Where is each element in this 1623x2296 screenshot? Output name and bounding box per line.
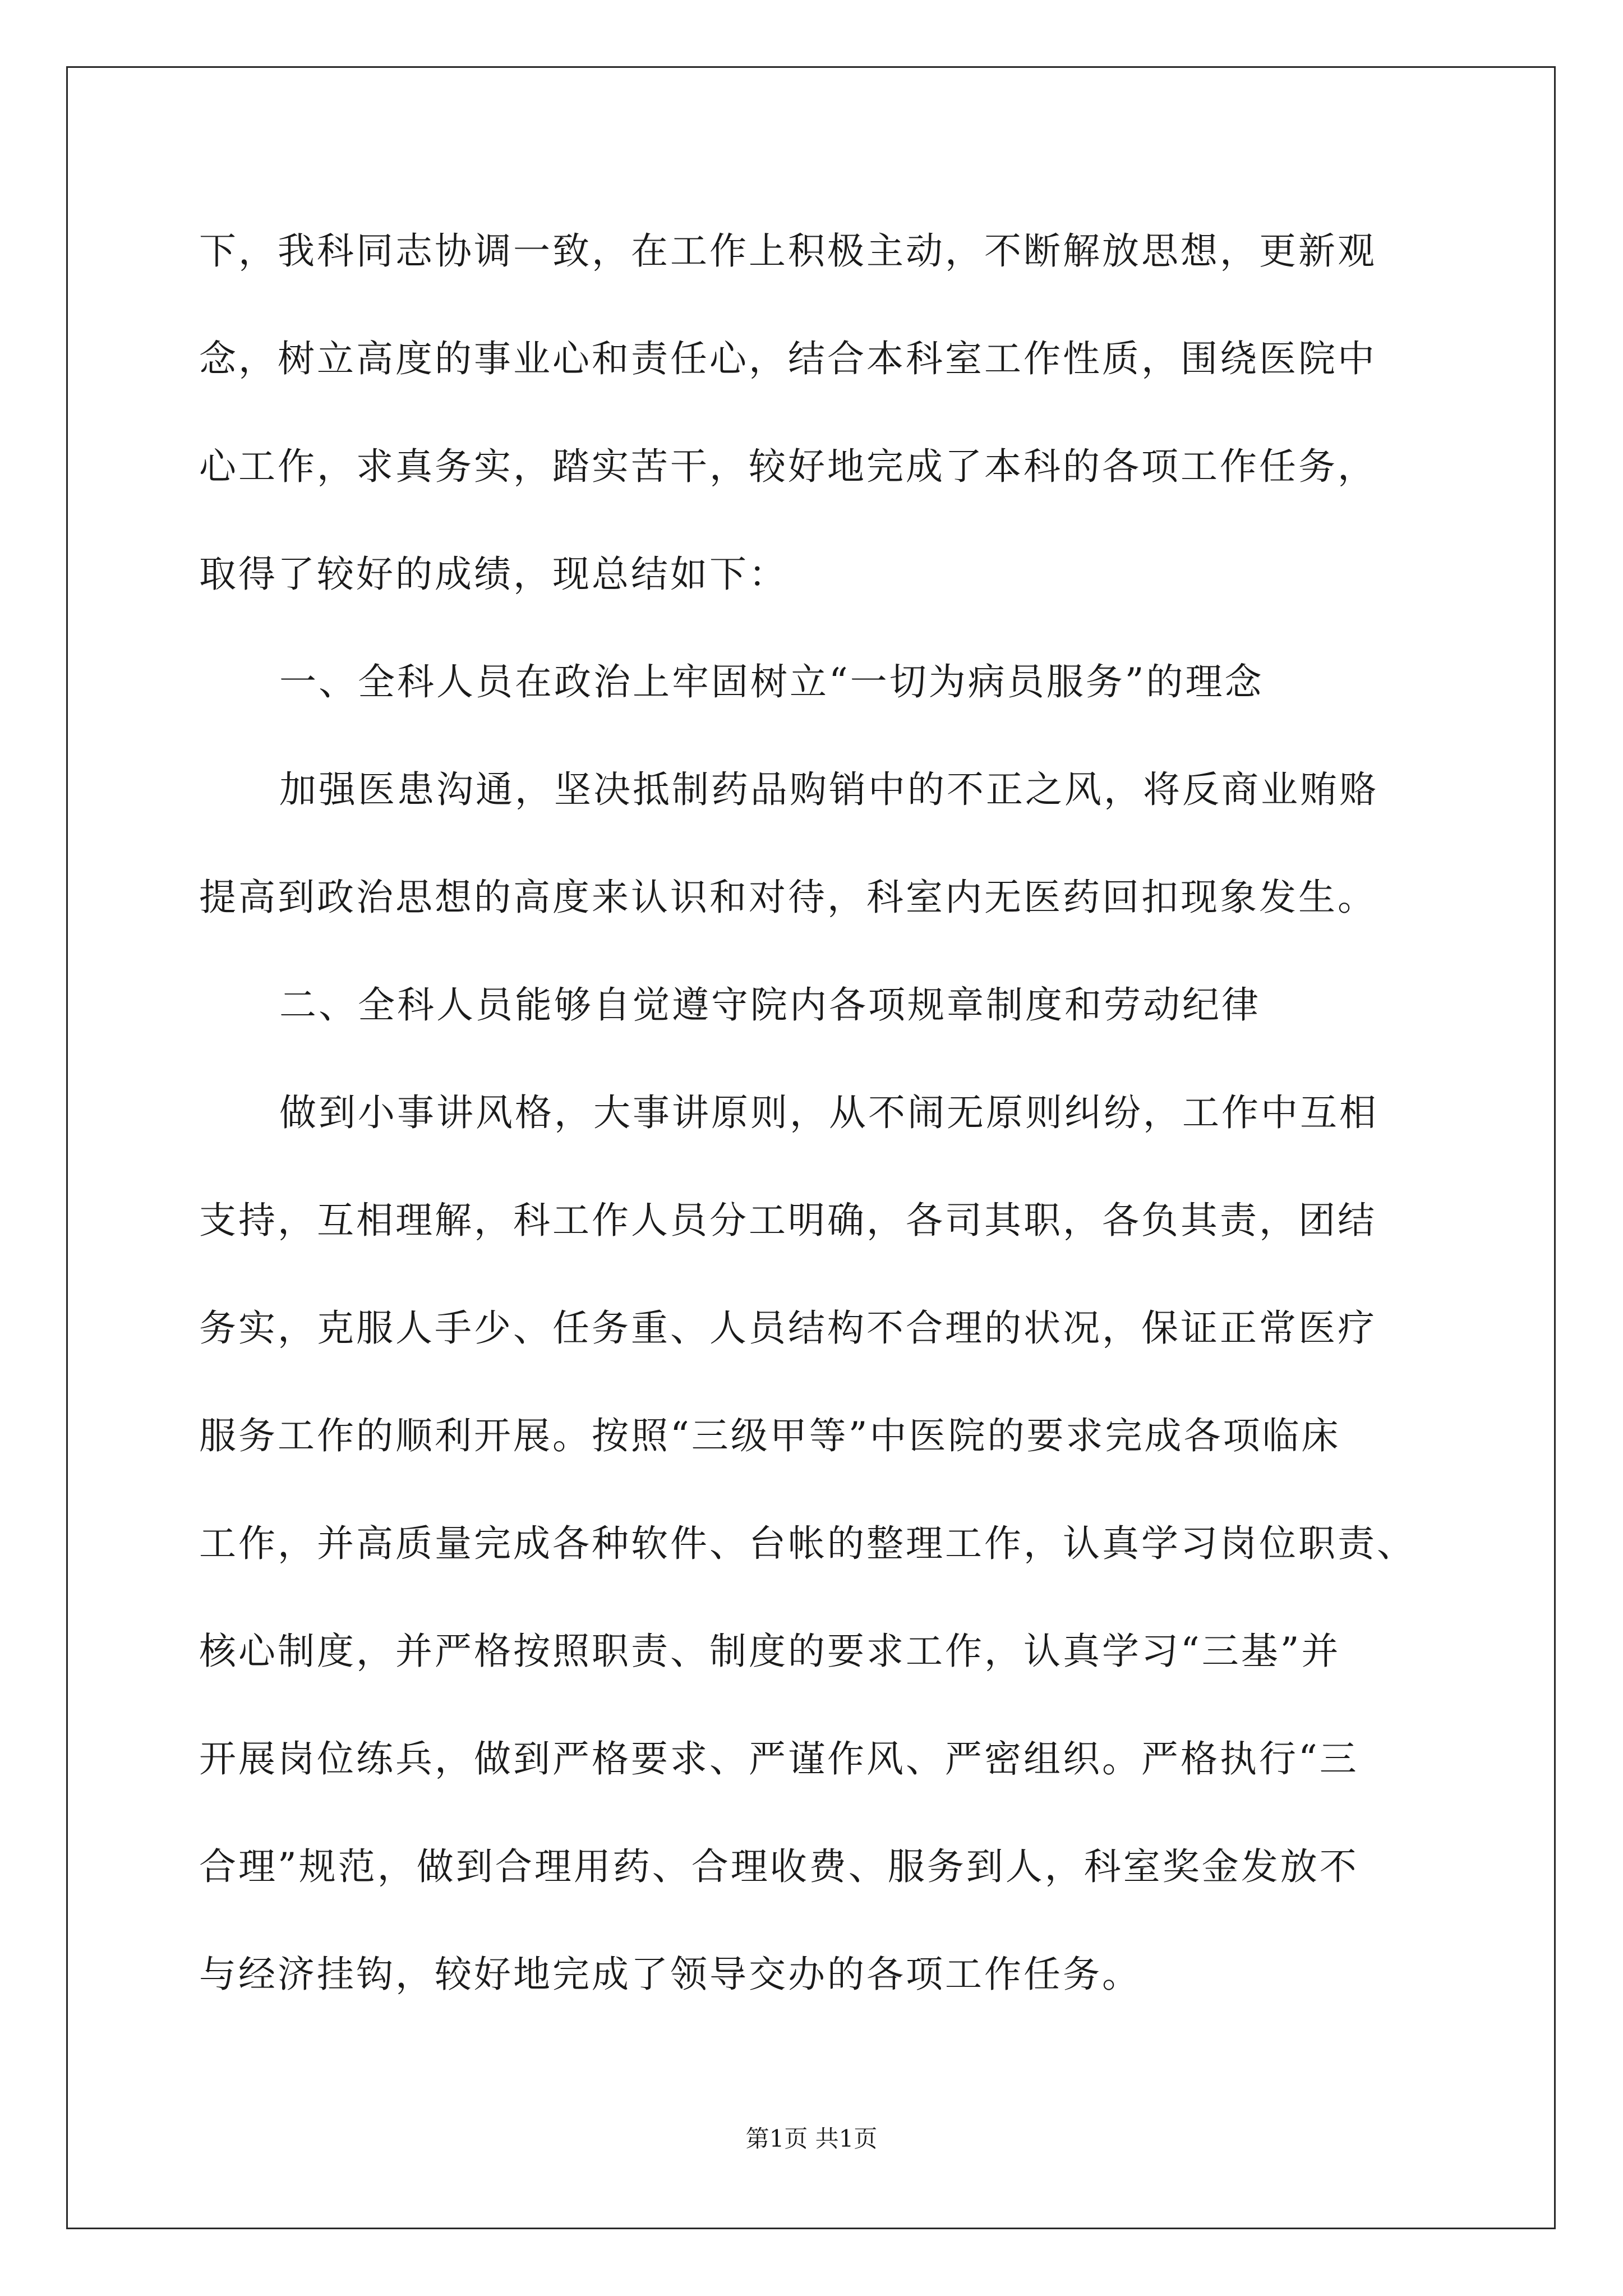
text-line: 提高到政治思想的高度来认识和对待，科室内无医药回扣现象发生。 [199,876,1377,919]
text-line: 与经济挂钩，较好地完成了领导交办的各项工作任务。 [199,1953,1141,1996]
text-line: 合理”规范，做到合理用药、合理收费、服务到人，科室奖金发放不 [199,1845,1359,1888]
text-line: 取得了较好的成绩，现总结如下： [199,553,788,596]
text-line: 下，我科同志协调一致，在工作上积极主动，不断解放思想，更新观 [199,229,1377,273]
text-line: 开展岗位练兵，做到严格要求、严谨作风、严密组织。严格执行“三 [199,1737,1359,1780]
text-line: 心工作，求真务实，踏实苦干，较好地完成了本科的各项工作任务， [199,445,1377,488]
page-border [66,66,1556,2229]
text-line: 念，树立高度的事业心和责任心，结合本科室工作性质，围绕医院中 [199,337,1377,380]
section-heading: 二、全科人员能够自觉遵守院内各项规章制度和劳动纪律 [279,983,1261,1027]
text-line: 务实，克服人手少、任务重、人员结构不合理的状况，保证正常医疗 [199,1306,1377,1350]
page-footer: 第1页 共1页 [745,2125,878,2152]
section-heading: 一、全科人员在政治上牢固树立“一切为病员服务”的理念 [279,660,1264,703]
text-line: 支持，互相理解，科工作人员分工明确，各司其职，各负其责，团结 [199,1199,1377,1242]
text-line: 核心制度，并严格按照职责、制度的要求工作，认真学习“三基”并 [199,1630,1341,1673]
text-line: 服务工作的顺利开展。按照“三级甲等”中医院的要求完成各项临床 [199,1414,1341,1457]
text-line: 加强医患沟通，坚决抵制药品购销中的不正之风，将反商业贿赂 [279,768,1378,811]
text-line: 做到小事讲风格，大事讲原则，从不闹无原则纠纷，工作中互相 [279,1091,1378,1134]
text-line: 工作，并高质量完成各种软件、台帐的整理工作，认真学习岗位职责、 [199,1522,1416,1565]
